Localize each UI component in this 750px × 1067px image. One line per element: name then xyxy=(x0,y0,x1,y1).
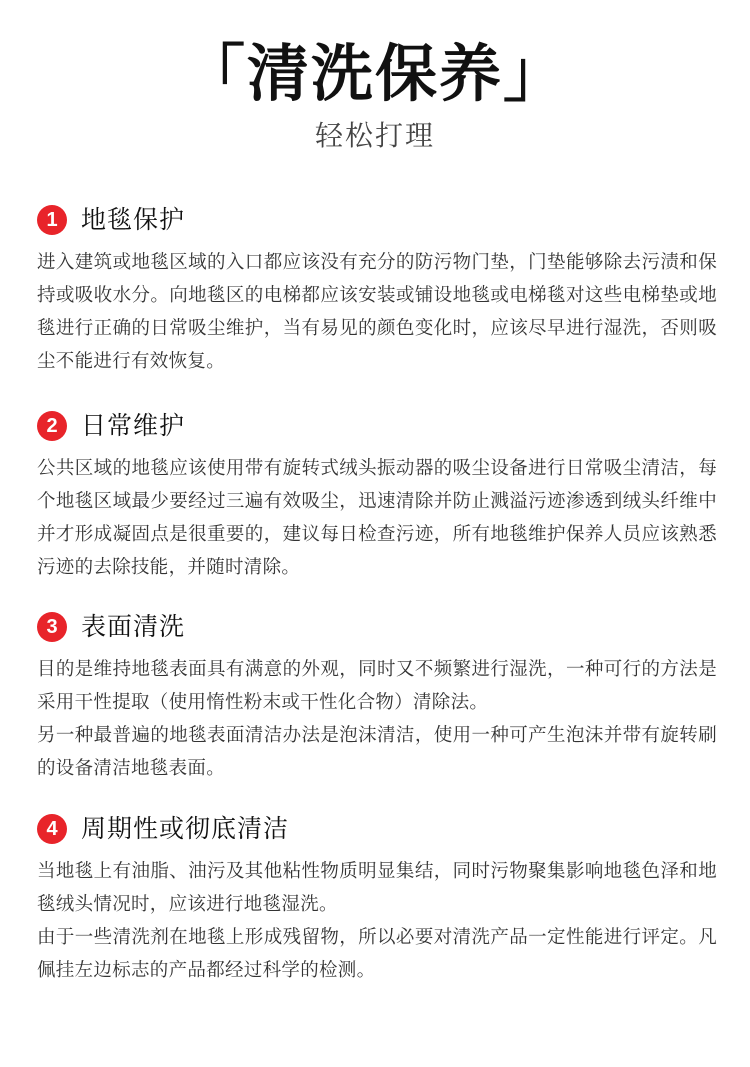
number-badge: 1 xyxy=(37,205,67,235)
section-title: 日常维护 xyxy=(81,411,186,440)
section-title: 地毯保护 xyxy=(81,205,186,234)
section-paragraph: 目的是维持地毯表面具有满意的外观，同时又不频繁进行湿洗，一种可行的方法是采用干性提取（使用惰性粉末或干性化合物）清除法。 xyxy=(37,659,717,713)
section-daily-maintenance xyxy=(37,408,717,584)
section-title: 表面清洗 xyxy=(81,612,186,641)
section-title: 周期性或彻底清洁 xyxy=(81,814,290,843)
section-header xyxy=(37,202,717,238)
number-badge: 4 xyxy=(37,814,67,844)
section-paragraph: 另一种最普遍的地毯表面清洁办法是泡沫清洁，使用一种可产生泡沫并带有旋转刷的设备清洁地毯表面。 xyxy=(37,725,717,779)
section-surface-cleaning xyxy=(37,609,717,785)
section-header xyxy=(37,609,717,645)
section-paragraph: 当地毯上有油脂、油污及其他粘性物质明显集结，同时污物聚集影响地毯色泽和地毯绒头情况时，应该进行地毯湿洗。 xyxy=(37,861,717,915)
section-header xyxy=(37,811,717,847)
section-paragraph: 公共区域的地毯应该使用带有旋转式绒头振动器的吸尘设备进行日常吸尘清洁，每个地毯区域最少要经过三遍有效吸尘，迅速清除并防止溅溢污迹渗透到绒头纤维中并才形成凝固点是很重要的，建议每日检查污迹，所有地毯维护保养人员应该熟悉污迹的去除技能，并随时清除。 xyxy=(37,458,717,578)
page-title: 「清洗保养」 xyxy=(182,37,567,110)
page-subtitle: 轻松打理 xyxy=(314,119,435,152)
number-badge: 2 xyxy=(37,411,67,441)
section-periodic-cleaning xyxy=(37,811,717,987)
section-paragraph: 由于一些清洗剂在地毯上形成残留物，所以必要对清洗产品一定性能进行评定。凡佩挂左边标志的产品都经过科学的检测。 xyxy=(37,927,717,981)
section-paragraph: 进入建筑或地毯区域的入口都应该没有充分的防污物门垫，门垫能够除去污渍和保持或吸收水分。向地毯区的电梯都应该安装或铺设地毯或电梯毯对这些电梯垫或地毯进行正确的日常吸尘维护，当有易见的颜色变化时，应该尽早进行湿洗，否则吸尘不能进行有效恢复。 xyxy=(37,252,717,372)
number-badge: 3 xyxy=(37,612,67,642)
section-carpet-protection xyxy=(37,202,717,378)
section-header xyxy=(37,408,717,444)
